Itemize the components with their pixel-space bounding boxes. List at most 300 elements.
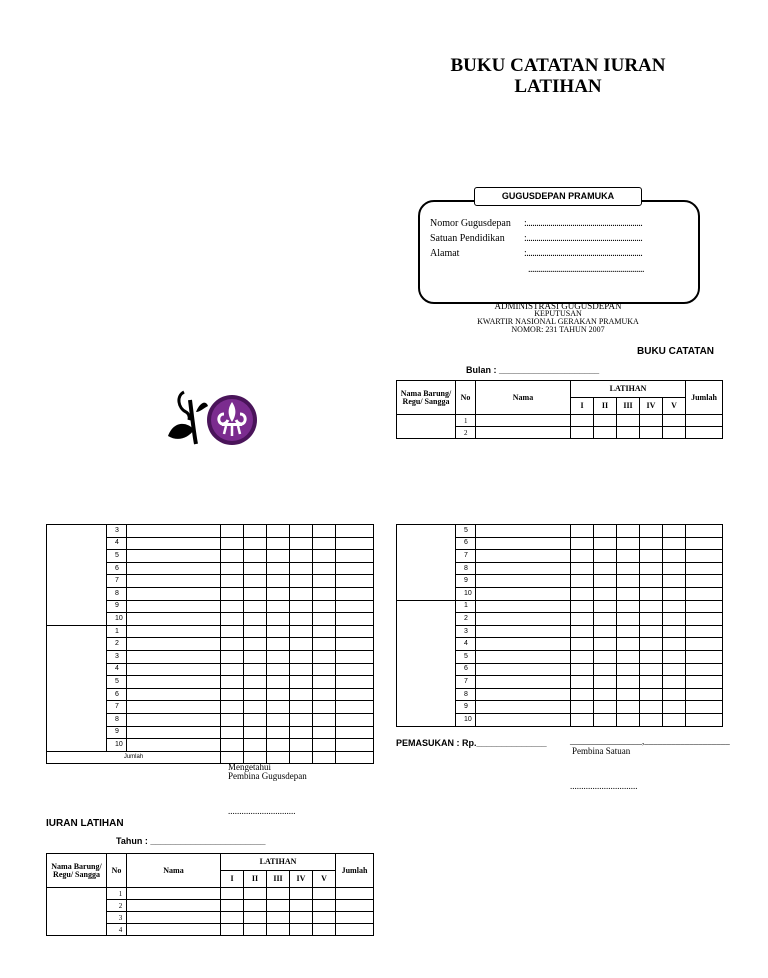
row-number: 2 [456,427,476,439]
blank-cell [640,562,663,575]
blank-cell [267,912,290,924]
blank-cell [476,701,571,714]
blank-cell [640,663,663,676]
blank-cell [221,650,244,663]
blank-cell [336,525,374,538]
blank-cell [617,713,640,726]
blank-cell [290,726,313,739]
row-number: 3 [107,525,127,538]
blank-cell [663,550,686,563]
blank-cell [617,701,640,714]
blank-cell [476,537,571,550]
table-bottom-left [46,853,374,936]
blank-cell [127,688,221,701]
blank-cell [640,625,663,638]
group-cell [47,888,107,936]
blank-cell [476,600,571,613]
blank-cell [663,663,686,676]
row-number: 7 [456,550,476,563]
blank-cell [244,650,267,663]
blank-cell [594,600,617,613]
satuan-pendidikan-label: Satuan Pendidikan [430,233,505,244]
blank-cell [290,888,313,900]
blank-cell [313,726,336,739]
blank-cell [336,726,374,739]
blank-cell [476,562,571,575]
blank-cell [663,562,686,575]
blank-cell [571,676,594,689]
blank-cell [127,663,221,676]
blank-cell [244,900,267,912]
blank-cell [571,713,594,726]
row-number: 5 [456,650,476,663]
blank-cell [336,638,374,651]
blank-cell [594,613,617,626]
blank-cell [290,638,313,651]
blank-cell [336,688,374,701]
signature-dots-right: .............................. [570,781,638,791]
blank-cell [290,713,313,726]
nomor-gugusdepan-label: Nomor Gugusdepan [430,218,511,229]
blank-cell [663,613,686,626]
blank-cell [290,663,313,676]
blank-cell [290,676,313,689]
blank-cell [221,550,244,563]
pemasukan-label: PEMASUKAN : Rp.______________ [396,738,547,748]
row-number: 3 [107,912,127,924]
blank-cell [267,562,290,575]
date-line: ________________,___________________ [570,736,730,746]
blank-cell [127,912,221,924]
blank-cell [290,650,313,663]
blank-cell [571,550,594,563]
blank-cell [290,701,313,714]
blank-cell [127,726,221,739]
blank-cell [594,562,617,575]
blank-cell [571,600,594,613]
blank-cell [476,550,571,563]
blank-cell [594,575,617,588]
blank-cell [686,625,723,638]
blank-cell [267,900,290,912]
pramuka-emblem [164,386,260,448]
blank-cell [594,587,617,600]
blank-cell [594,525,617,538]
blank-cell [640,638,663,651]
blank-cell [663,650,686,663]
blank-cell [336,924,374,936]
blank-cell [640,587,663,600]
row-number: 5 [107,550,127,563]
blank-cell [476,676,571,689]
blank-cell [686,600,723,613]
group-cell [397,600,456,726]
blank-cell [594,550,617,563]
blank-cell [313,676,336,689]
row-number: 4 [456,638,476,651]
blank-cell [686,550,723,563]
blank-cell [617,600,640,613]
blank-cell [594,688,617,701]
row-number: 3 [107,650,127,663]
admin-line-4: NOMOR: 231 TAHUN 2007 [511,325,605,334]
blank-cell [617,587,640,600]
blank-cell [244,663,267,676]
blank-cell [127,713,221,726]
row-number: 5 [107,676,127,689]
blank-cell [617,650,640,663]
row-number: 4 [107,924,127,936]
blank-cell [594,713,617,726]
blank-cell [127,900,221,912]
blank-cell [313,613,336,626]
blank-cell [336,650,374,663]
header-session-1: I [571,398,594,415]
blank-cell [313,600,336,613]
blank-cell [571,525,594,538]
blank-cell [290,575,313,588]
blank-cell [476,575,571,588]
blank-cell [640,713,663,726]
blank-cell [290,625,313,638]
gugusdepan-tag: GUGUSDEPAN PRAMUKA [474,187,642,206]
row-number: 9 [107,726,127,739]
blank-cell [476,613,571,626]
blank-cell [686,613,723,626]
blank-cell [476,688,571,701]
row-number: 6 [456,537,476,550]
admin-line-2: KEPUTUSAN [534,309,582,318]
blank-cell [267,713,290,726]
blank-cell [476,650,571,663]
blank-cell [221,726,244,739]
blank-cell [571,562,594,575]
blank-cell [221,688,244,701]
blank-cell [476,663,571,676]
blank-cell [267,575,290,588]
blank-cell [313,575,336,588]
blank-cell [267,613,290,626]
blank-cell [617,663,640,676]
blank-cell [290,924,313,936]
row-number: 8 [107,713,127,726]
table-row [397,415,723,427]
satuan-pendidikan-dots: :.......................................................... [524,233,643,244]
blank-cell [336,562,374,575]
blank-cell [663,676,686,689]
blank-cell [336,613,374,626]
blank-cell [571,650,594,663]
blank-cell [640,525,663,538]
blank-cell [686,537,723,550]
blank-cell [617,575,640,588]
row-number: 7 [456,676,476,689]
header-session-4: IV [290,871,313,888]
pembina-gugusdepan-label: Pembina Gugusdepan [228,771,307,781]
table-left-middle [46,524,374,764]
blank-cell [267,650,290,663]
blank-cell [594,537,617,550]
blank-cell [244,550,267,563]
blank-cell [336,701,374,714]
blank-cell [663,713,686,726]
blank-cell [663,638,686,651]
signature-dots-left: .............................. [228,806,296,816]
row-number: 2 [107,900,127,912]
blank-cell [313,688,336,701]
blank-cell [617,550,640,563]
blank-cell [290,550,313,563]
blank-cell [663,537,686,550]
header-session-2: II [244,871,267,888]
row-number: 1 [107,888,127,900]
blank-cell [313,587,336,600]
row-number: 7 [107,575,127,588]
blank-cell [571,613,594,626]
blank-cell [313,888,336,900]
blank-cell [267,638,290,651]
blank-cell [336,713,374,726]
header-session-5: V [313,871,336,888]
blank-cell [267,726,290,739]
blank-cell [640,550,663,563]
blank-cell [617,613,640,626]
blank-cell [290,912,313,924]
row-number: 2 [107,638,127,651]
blank-cell [686,638,723,651]
blank-cell [290,600,313,613]
blank-cell [336,739,374,752]
row-number: 4 [107,537,127,550]
blank-cell [313,713,336,726]
header-session-4: IV [640,398,663,415]
blank-cell [267,663,290,676]
row-number: 8 [456,688,476,701]
header-latihan: LATIHAN [221,854,336,871]
row-number: 8 [456,562,476,575]
blank-cell [686,562,723,575]
blank-cell [336,912,374,924]
blank-cell [244,625,267,638]
blank-cell [594,701,617,714]
header-latihan: LATIHAN [571,381,686,398]
row-number: 1 [107,625,127,638]
blank-cell [594,650,617,663]
blank-cell [476,625,571,638]
blank-cell [127,613,221,626]
blank-cell [267,587,290,600]
blank-cell [267,600,290,613]
blank-cell [640,650,663,663]
blank-cell [127,600,221,613]
row-number: 1 [456,600,476,613]
blank-cell [476,638,571,651]
header-session-5: V [663,398,686,415]
blank-cell [267,888,290,900]
blank-cell [244,600,267,613]
blank-cell [336,900,374,912]
header-no: No [107,854,127,888]
row-number: 9 [456,575,476,588]
blank-cell [127,739,221,752]
blank-cell [617,625,640,638]
blank-cell [127,625,221,638]
blank-cell [313,751,336,764]
alamat-dots: :.......................................................... [524,248,643,259]
blank-cell [313,537,336,550]
table-right-middle [396,524,723,727]
blank-cell [663,525,686,538]
blank-cell [221,739,244,752]
blank-cell [571,537,594,550]
blank-cell [313,625,336,638]
blank-cell [221,900,244,912]
tahun-label: Tahun : _______________________ [116,836,266,846]
row-number: 10 [456,713,476,726]
blank-cell [290,900,313,912]
blank-cell [686,688,723,701]
group-cell [47,625,107,751]
blank-cell [127,888,221,900]
blank-cell [571,663,594,676]
blank-cell [686,701,723,714]
blank-cell [336,537,374,550]
blank-cell [221,600,244,613]
row-number: 6 [107,688,127,701]
blank-cell [336,663,374,676]
group-cell [397,525,456,601]
blank-cell [571,638,594,651]
blank-cell [686,575,723,588]
blank-cell [267,924,290,936]
blank-cell [290,525,313,538]
blank-cell [221,701,244,714]
blank-cell [221,676,244,689]
blank-cell [244,912,267,924]
blank-cell [244,587,267,600]
blank-cell [244,888,267,900]
table-row [47,625,374,638]
blank-cell [221,625,244,638]
header-group: Nama Barung/ Regu/ Sangga [397,381,456,415]
blank-cell [244,701,267,714]
mengetahui-label: Mengetahui [228,762,271,772]
blank-cell [640,600,663,613]
header-session-1: I [221,871,244,888]
blank-cell [313,650,336,663]
blank-cell [663,688,686,701]
group-cell [47,525,107,626]
row-number: 4 [107,663,127,676]
blank-cell [640,688,663,701]
blank-cell [127,638,221,651]
blank-cell [267,701,290,714]
header-nama: Nama [476,381,571,415]
blank-cell [221,924,244,936]
blank-cell [594,676,617,689]
blank-cell [336,625,374,638]
admin-block [440,302,676,334]
blank-cell [686,713,723,726]
blank-cell [221,613,244,626]
blank-cell [571,625,594,638]
blank-cell [244,562,267,575]
blank-cell [571,688,594,701]
blank-cell [313,525,336,538]
blank-cell [221,888,244,900]
blank-cell [313,924,336,936]
row-number: 9 [456,701,476,714]
blank-cell [336,676,374,689]
blank-cell [476,713,571,726]
blank-cell [221,912,244,924]
alamat-extra-dots: .......................................................... [528,264,644,275]
table-row [397,600,723,613]
blank-cell [640,676,663,689]
table-row [397,525,723,538]
header-jumlah: Jumlah [336,854,374,888]
admin-line-1: ADMINISTRASI GUGUSDEPAN [494,301,622,311]
blank-cell [127,650,221,663]
buku-catatan-heading: BUKU CATATAN [637,346,715,357]
blank-cell [617,676,640,689]
blank-cell [313,912,336,924]
blank-cell [244,575,267,588]
blank-cell [686,587,723,600]
blank-cell [313,701,336,714]
blank-cell [127,924,221,936]
blank-cell [663,575,686,588]
table-top-right [396,380,723,439]
blank-cell [686,663,723,676]
blank-cell [244,613,267,626]
blank-cell [313,900,336,912]
blank-cell [313,663,336,676]
row-number: 10 [107,739,127,752]
table-row [47,525,374,538]
blank-cell [267,688,290,701]
blank-cell [244,537,267,550]
blank-cell [267,625,290,638]
blank-cell [244,713,267,726]
blank-cell [221,663,244,676]
row-number: 1 [456,415,476,427]
blank-cell [290,688,313,701]
iuran-latihan-heading: IURAN LATIHAN [46,818,124,829]
blank-cell [336,587,374,600]
blank-cell [244,688,267,701]
document-title: BUKU CATATAN IURAN LATIHAN [450,55,666,97]
header-nama: Nama [127,854,221,888]
wosm-badge-icon [207,395,257,445]
blank-cell [617,537,640,550]
blank-cell [571,575,594,588]
blank-cell [640,575,663,588]
blank-cell [127,575,221,588]
blank-cell [336,600,374,613]
blank-cell [476,587,571,600]
blank-cell [221,562,244,575]
blank-cell [267,739,290,752]
blank-cell [686,525,723,538]
blank-cell [640,701,663,714]
row-number: 5 [456,525,476,538]
blank-cell [244,525,267,538]
header-session-3: III [267,871,290,888]
header-group: Nama Barung/ Regu/ Sangga [47,854,107,888]
blank-cell [267,537,290,550]
row-number: 10 [107,613,127,626]
